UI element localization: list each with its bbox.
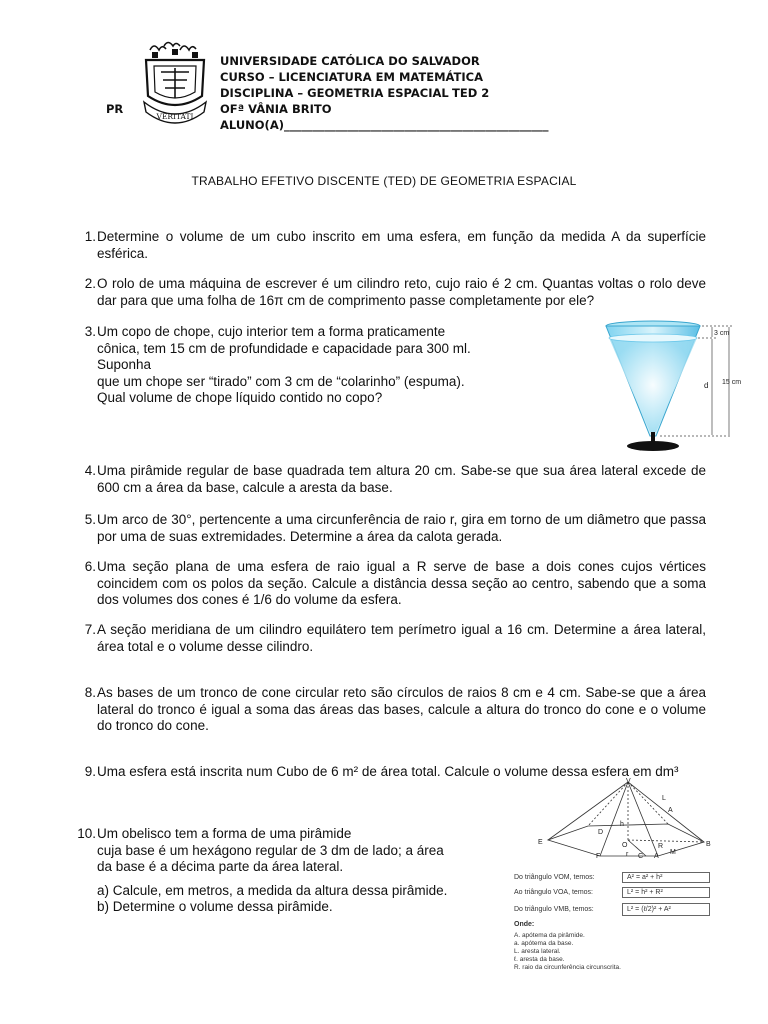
question-number: 10. [77, 826, 96, 841]
point-c: C [638, 853, 644, 858]
legend-title: Onde: [514, 921, 535, 928]
point-a: A [668, 807, 673, 814]
question-text: O rolo de uma máquina de escrever é um cilindro reto, cujo raio é 2 cm. Quantas voltas o rolo deve dar para que uma folha de 16π cm de comprimento passe completamente por ele? [97, 276, 706, 308]
header-professor: OFª VÂNIA BRITO [220, 102, 332, 116]
question-1 [72, 229, 706, 262]
university-seal [136, 40, 214, 126]
question-line: Qual volume de chope líquido contido no copo? [97, 390, 383, 405]
question-number: 5. [84, 512, 96, 527]
point-r-upper: R [658, 843, 664, 850]
question-line: Suponha [97, 357, 152, 372]
relation-row [514, 900, 710, 918]
question-2 [72, 276, 706, 309]
point-o: O [622, 842, 628, 849]
relation-formula: L² = (ℓ/2)² + A² [622, 903, 710, 916]
page-title: TRABALHO EFETIVO DISCENTE (TED) DE GEOMETRIA ESPACIAL [191, 174, 577, 188]
point-b: B [706, 841, 711, 848]
question-line: a) Calcule, em metros, a medida da altura dessa pirâmide. [97, 882, 448, 898]
question-line: Um copo de chope, cujo interior tem a forma praticamente [97, 324, 446, 339]
relation-formula: L² = h² + R² [622, 887, 710, 898]
relation-row [514, 885, 710, 900]
question-number: 4. [84, 463, 96, 478]
legend-item: R. raio da circunferência circunscrita. [514, 964, 621, 971]
question-line: da base é a décima parte da área lateral. [97, 859, 344, 874]
question-text: Determine o volume de um cubo inscrito em uma esfera, em função da medida A da superfície esférica. [97, 229, 706, 261]
label-foam: 3 cm [714, 330, 730, 337]
beer-glass-figure [598, 318, 748, 458]
point-e: E [538, 839, 543, 846]
question-line: que um chope ser “tirado” com 3 cm de “colarinho” (espuma). [97, 373, 465, 389]
point-v: V [626, 778, 631, 785]
question-number: 3. [84, 324, 96, 339]
legend-item: a. apótema da base. [514, 940, 574, 947]
question-line [97, 876, 502, 883]
question-number: 8. [84, 685, 96, 700]
point-f: F [596, 853, 601, 858]
relation-label: Do triângulo VMB, temos: [514, 905, 594, 913]
label-d: d [704, 381, 709, 390]
question-5 [72, 512, 706, 545]
question-8 [72, 685, 706, 735]
point-h: h [620, 821, 624, 828]
point-a-base: A [654, 853, 659, 858]
question-number: 1. [84, 229, 96, 244]
header-discipline: DISCIPLINA – GEOMETRIA ESPACIAL [220, 86, 449, 100]
question-number: 2. [84, 276, 96, 291]
point-d: D [598, 829, 604, 836]
question-line: cônica, tem 15 cm de profundidade e capacidade para 300 ml. [97, 340, 471, 356]
question-line: Um obelisco tem a forma de uma pirâmide [97, 826, 352, 841]
question-3 [72, 324, 492, 407]
relation-label: Ao triângulo VOA, temos: [514, 889, 593, 896]
legend-item: L. aresta lateral. [514, 948, 561, 955]
question-text: As bases de um tronco de cone circular reto são círculos de raios 8 cm e 4 cm. Sabe-se que a área lateral do tronco é igual a soma das áreas das bases, calcule a altura do tronco do cone e o volume do tronco do cone. [97, 685, 706, 733]
question-6 [72, 559, 706, 609]
question-number: 9. [84, 764, 96, 779]
question-text: A seção meridiana de um cilindro equilátero tem perímetro igual a 16 cm. Determine a área lateral, área total e o volume desse cilindro. [97, 622, 706, 654]
relation-label: Do triângulo VOM, temos: [514, 874, 595, 881]
question-7 [72, 622, 706, 655]
header-ted: TED 2 [452, 86, 490, 100]
point-l: L [662, 795, 666, 802]
relation-row [514, 870, 710, 885]
question-number: 7. [84, 622, 96, 637]
relation-formula: A² = a² + h² [622, 872, 710, 883]
header-pr: PR [106, 102, 124, 116]
header-course: CURSO – LICENCIATURA EM MATEMÁTICA [220, 70, 484, 84]
legend-item: A. apótema da pirâmide. [514, 932, 585, 939]
seal-motto: VERITATI [156, 112, 194, 121]
question-line: b) Determine o volume dessa pirâmide. [97, 899, 333, 914]
label-total: 15 cm [722, 379, 742, 386]
question-4 [72, 463, 706, 496]
question-text: Uma pirâmide regular de base quadrada tem altura 20 cm. Sabe-se que sua área lateral excede de 600 cm a área da base, calcule a aresta da base. [97, 463, 706, 495]
header-university: UNIVERSIDADE CATÓLICA DO SALVADOR [220, 54, 480, 68]
question-text: Uma esfera está inscrita num Cubo de 6 m² de área total. Calcule o volume dessa esfera em dm³ [97, 764, 679, 779]
question-line: cuja base é um hexágono regular de 3 dm de lado; a área [97, 842, 444, 858]
question-text: Um arco de 30°, pertencente a uma circunferência de raio r, gira em torno de um diâmetro que passa por uma de suas extremidades. Determine a área da calota gerada. [97, 512, 706, 544]
question-number: 6. [84, 559, 96, 574]
header-student: ALUNO(A)______________________________________________ [220, 118, 549, 132]
pyramid-figure [508, 778, 716, 971]
legend-item: ℓ. aresta da base. [514, 956, 565, 963]
point-r: r [626, 851, 629, 858]
question-text: Uma seção plana de uma esfera de raio igual a R serve de base a dois cones cujos vértices coincidem com os polos da seção. Calcule a distância dessa seção ao centro, sabendo que a soma dos volumes dos cones é 1/6 do volume da esfera. [97, 559, 706, 607]
question-10 [72, 826, 502, 916]
point-m: M [670, 849, 676, 856]
